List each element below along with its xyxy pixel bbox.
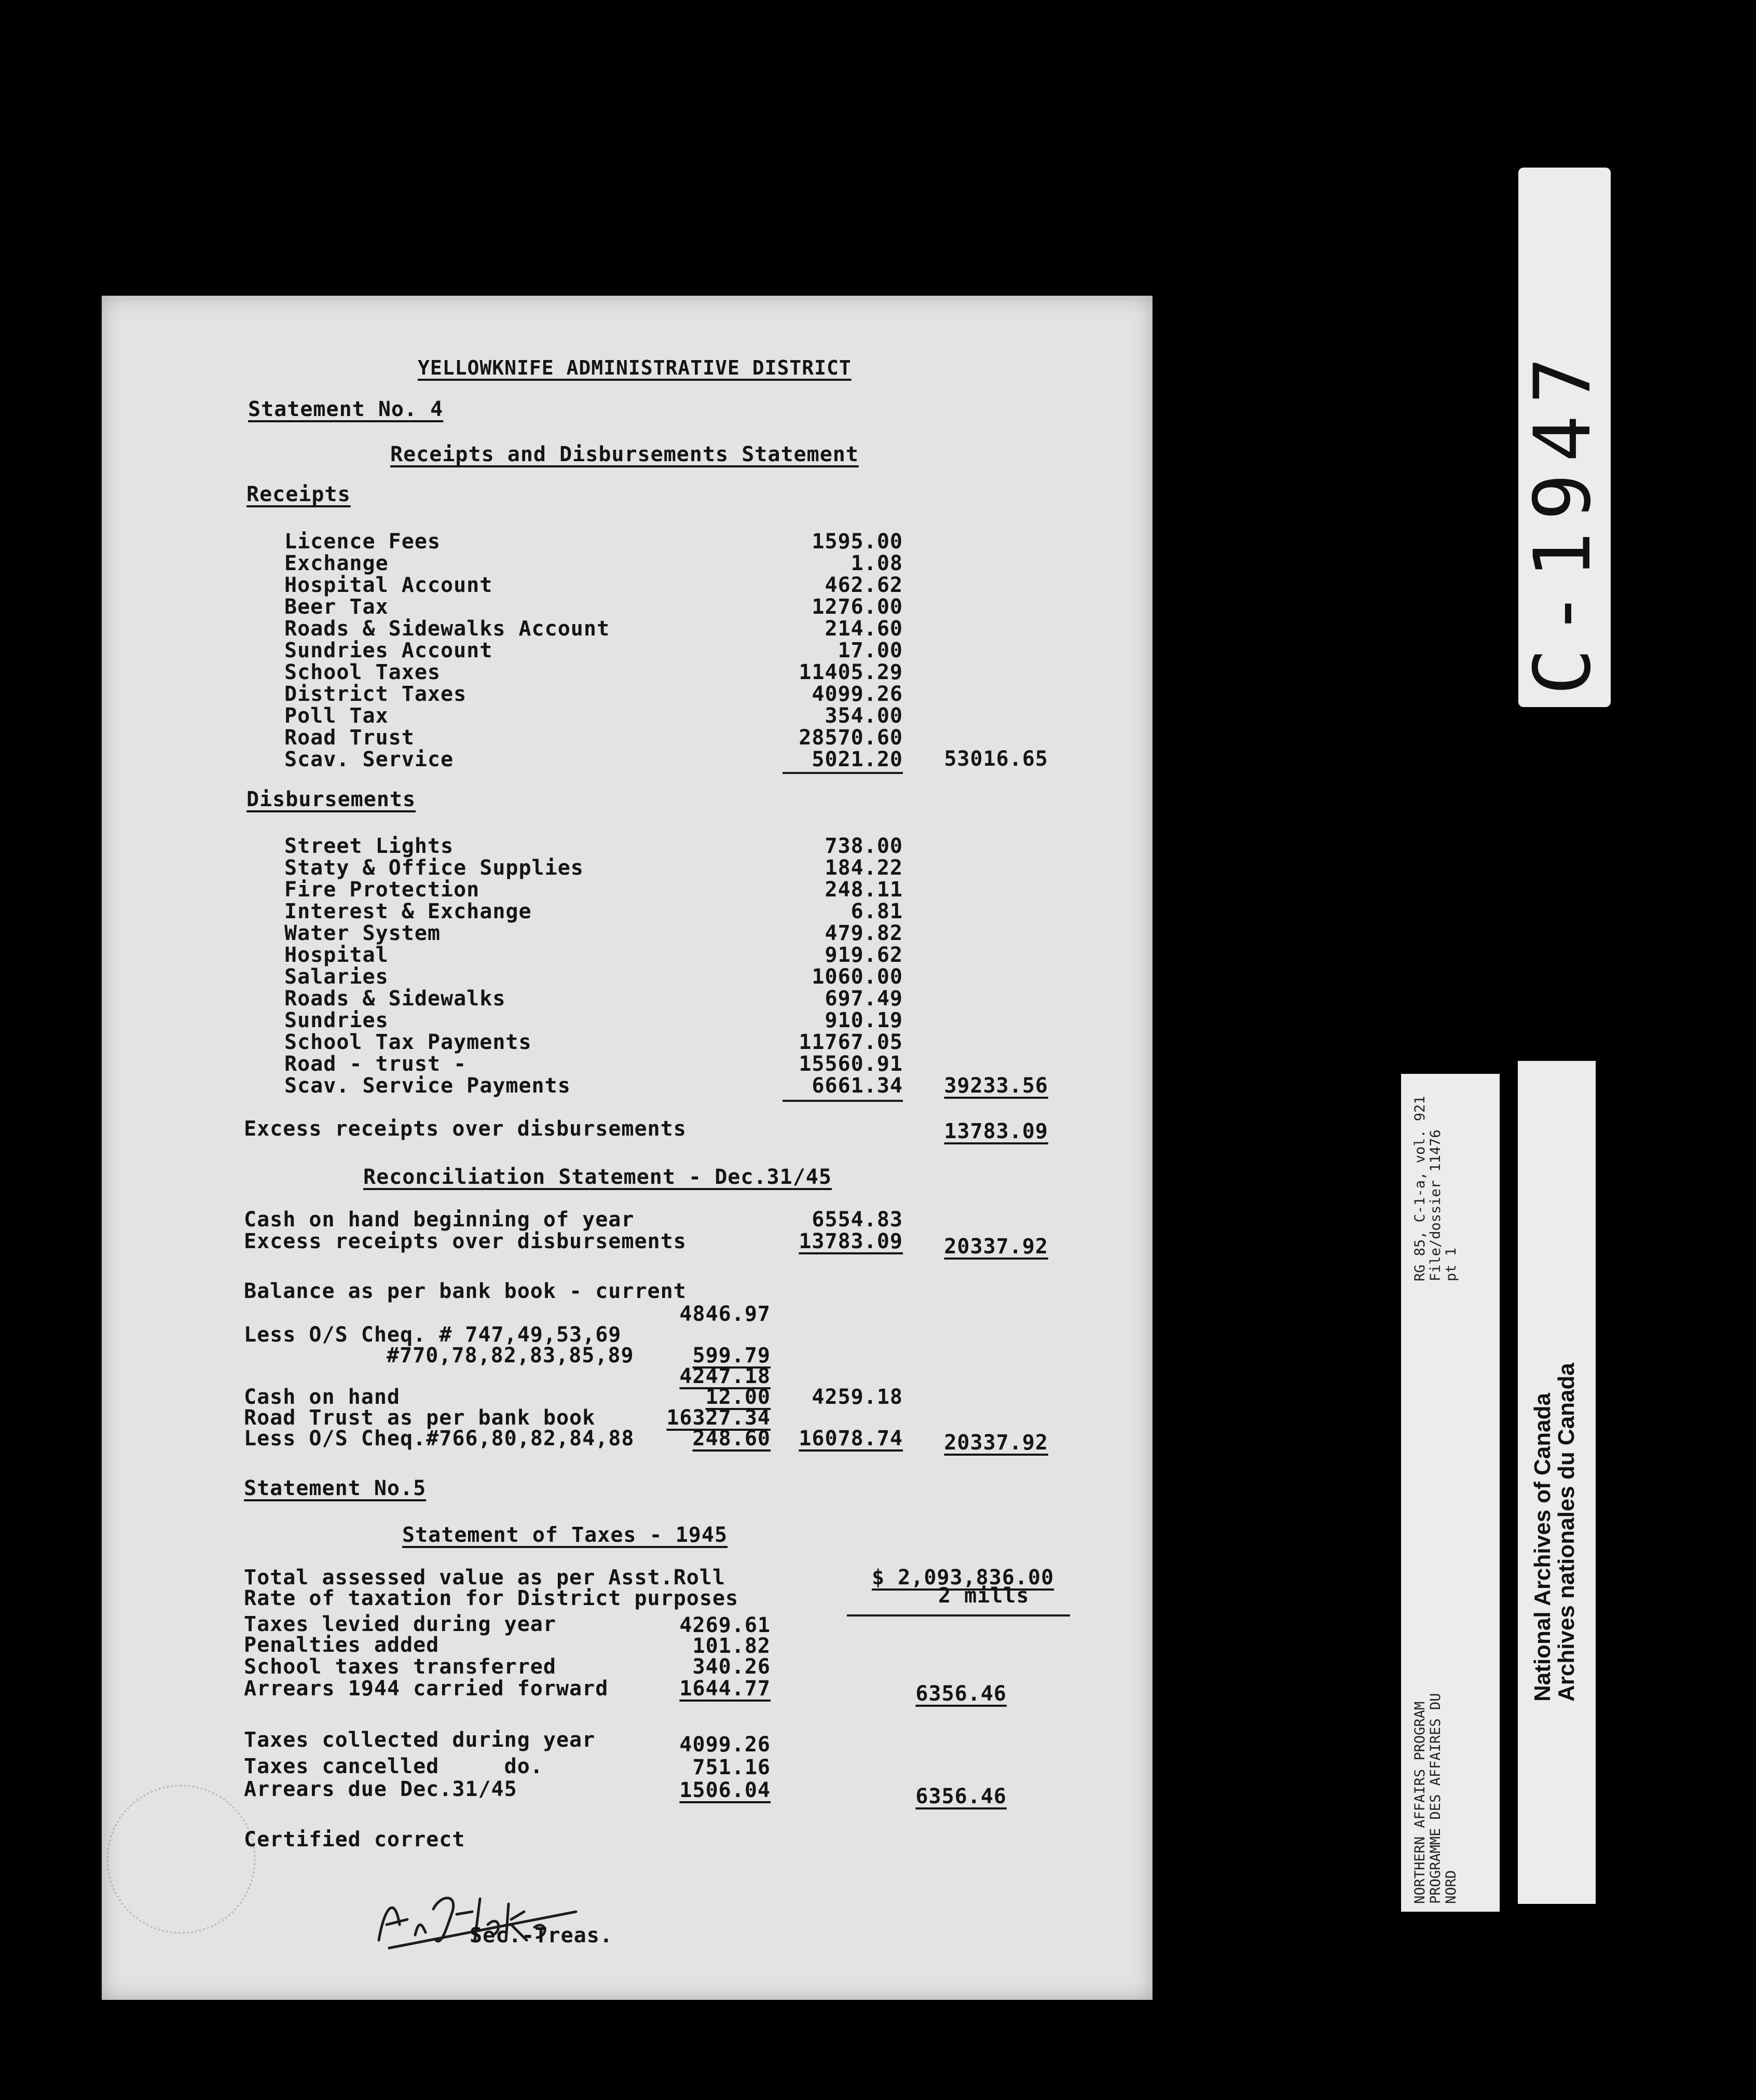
line-item-label: Fire Protection (284, 878, 480, 902)
line-item-amount: 15560.91 (799, 1052, 903, 1076)
bank-balance-label: Balance as per bank book - current (244, 1279, 687, 1303)
school-transfer-amount: 340.26 (692, 1655, 771, 1679)
line-item-amount: 697.49 (825, 987, 903, 1011)
line-item-amount: 462.62 (825, 573, 903, 597)
cash-on-hand-amount: 12.00 (705, 1385, 771, 1409)
line-item-label: Beer Tax (284, 595, 389, 619)
reel-number: C-1947 (1518, 346, 1608, 695)
less-os-amount-1: 599.79 (692, 1344, 771, 1367)
less-os-cheques-1: Less O/S Cheq. # 747,49,53,69 (244, 1323, 622, 1347)
line-item-amount: 184.22 (825, 856, 903, 880)
bank-balance-amount: 4846.97 (679, 1302, 771, 1326)
line-item-amount: 910.19 (825, 1008, 903, 1032)
line-item-label: School Taxes (284, 660, 441, 684)
cash-total: 4259.18 (812, 1385, 903, 1409)
road-trust-net: 16078.74 (799, 1427, 903, 1450)
arrears-1945-amount: 1506.04 (679, 1778, 771, 1802)
penalties-label: Penalties added (244, 1633, 440, 1657)
less-os-cheques-1-cont: #770,78,82,83,85,89 (387, 1344, 634, 1367)
receipts-rule (783, 772, 903, 774)
line-item-label: Hospital (284, 943, 389, 967)
reference-label: RG 85, C-1-a, vol. 921 File/dossier 11476 pt 1 (1412, 1096, 1459, 1281)
taxes-subtotal-b: 6356.46 (915, 1785, 1007, 1808)
receipts-heading: Receipts (246, 482, 351, 506)
bank-subtotal: 4247.18 (679, 1364, 771, 1388)
assessed-amount: $ 2,093,836.00 (872, 1566, 1054, 1590)
line-item-amount: 6.81 (850, 900, 903, 923)
line-item-label: Scav. Service Payments (284, 1074, 571, 1098)
road-trust-amount: 16327.34 (666, 1406, 771, 1430)
rate-rule (847, 1614, 1070, 1617)
line-item-label: Roads & Sidewalks (284, 987, 506, 1011)
collected-label: Taxes collected during year (244, 1728, 596, 1752)
certified-label: Certified correct (244, 1828, 465, 1852)
statement-4-title: Receipts and Disbursements Statement (390, 443, 859, 466)
excess-amount: 13783.09 (944, 1120, 1048, 1143)
disbursements-total: 39233.56 (944, 1074, 1048, 1098)
collected-amount: 4099.26 (679, 1733, 771, 1757)
line-item-label: Roads & Sidewalks Account (284, 617, 610, 641)
archives-canada-label (1518, 1061, 1596, 1904)
faded-seal-stamp (106, 1785, 256, 1934)
line-item-label: Scav. Service (284, 748, 454, 771)
line-item-amount: 6661.34 (812, 1074, 903, 1098)
less-os-amount-2: 248.60 (692, 1427, 771, 1450)
cash-begin-label: Cash on hand beginning of year (244, 1208, 635, 1232)
line-item-label: Poll Tax (284, 704, 389, 728)
arrears-1944-amount: 1644.77 (679, 1677, 771, 1701)
cash-on-hand-label: Cash on hand (244, 1385, 400, 1409)
recon-excess-amount: 13783.09 (799, 1229, 903, 1253)
school-transfer-label: School taxes transferred (244, 1655, 556, 1679)
recon-excess-label: Excess receipts over disbursements (244, 1229, 687, 1253)
program-label: NORTHERN AFFAIRS PROGRAM PROGRAMME DES AFFAIRES DU NORD (1412, 1693, 1459, 1904)
taxes-title: Statement of Taxes - 1945 (402, 1523, 728, 1547)
line-item-label: Salaries (284, 965, 389, 989)
line-item-amount: 214.60 (825, 617, 903, 641)
line-item-amount: 479.82 (825, 921, 903, 945)
taxes-subtotal-a: 6356.46 (915, 1682, 1007, 1706)
arrears-1944-label: Arrears 1944 carried forward (244, 1677, 609, 1701)
line-item-amount: 248.11 (825, 878, 903, 902)
line-item-label: Street Lights (284, 834, 454, 858)
sec-treas-label: Sec.-Treas. (470, 1924, 613, 1947)
district-header: YELLOWKNIFE ADMINISTRATIVE DISTRICT (418, 356, 852, 379)
disbursements-rule (783, 1100, 903, 1102)
line-item-amount: 11405.29 (799, 660, 903, 684)
road-trust-label: Road Trust as per bank book (244, 1406, 596, 1430)
cash-begin-amount: 6554.83 (812, 1208, 903, 1232)
cancelled-label: Taxes cancelled do. (244, 1754, 543, 1778)
line-item-amount: 11767.05 (799, 1030, 903, 1054)
line-item-label: Exchange (284, 551, 389, 575)
line-item-label: Water System (284, 921, 441, 945)
reconciliation-title: Reconciliation Statement - Dec.31/45 (363, 1165, 832, 1189)
levied-amount: 4269.61 (679, 1613, 771, 1637)
assessed-label: Total assessed value as per Asst.Roll (244, 1566, 726, 1590)
disbursements-heading: Disbursements (246, 788, 416, 811)
recon-total: 20337.92 (944, 1235, 1048, 1259)
receipts-total: 53016.65 (944, 747, 1048, 771)
penalties-amount: 101.82 (692, 1634, 771, 1658)
recon-grand-total: 20337.92 (944, 1431, 1048, 1455)
less-os-cheques-2: Less O/S Cheq.#766,80,82,84,88 (244, 1427, 635, 1450)
arrears-1945-label: Arrears due Dec.31/45 (244, 1777, 517, 1801)
line-item-label: Road Trust (284, 726, 415, 750)
rate-label: Rate of taxation for District purposes (244, 1586, 739, 1610)
statement-4-label: Statement No. 4 (248, 397, 444, 421)
rate-value: 2 mills (938, 1584, 1030, 1608)
statement-5-label: Statement No.5 (244, 1476, 427, 1500)
line-item-amount: 5021.20 (812, 748, 903, 771)
line-item-label: Hospital Account (284, 573, 493, 597)
cancelled-amount: 751.16 (692, 1756, 771, 1779)
line-item-label: Sundries Account (284, 639, 493, 662)
line-item-amount: 1276.00 (812, 595, 903, 619)
archive-reference-label (1401, 1074, 1500, 1912)
archives-name: National Archives of Canada Archives nationales du Canada (1530, 1363, 1579, 1702)
line-item-amount: 738.00 (825, 834, 903, 858)
line-item-label: Staty & Office Supplies (284, 856, 584, 880)
line-item-amount: 1060.00 (812, 965, 903, 989)
line-item-amount: 4099.26 (812, 682, 903, 706)
line-item-amount: 28570.60 (799, 726, 903, 750)
line-item-label: Sundries (284, 1008, 389, 1032)
line-item-label: Interest & Exchange (284, 900, 532, 923)
line-item-amount: 1595.00 (812, 530, 903, 554)
line-item-label: District Taxes (284, 682, 467, 706)
line-item-label: Licence Fees (284, 530, 441, 554)
levied-label: Taxes levied during year (244, 1612, 556, 1636)
excess-label: Excess receipts over disbursements (244, 1117, 687, 1141)
line-item-amount: 354.00 (825, 704, 903, 728)
line-item-label: Road - trust - (284, 1052, 467, 1076)
line-item-label: School Tax Payments (284, 1030, 532, 1054)
line-item-amount: 919.62 (825, 943, 903, 967)
line-item-amount: 17.00 (838, 639, 903, 662)
line-item-amount: 1.08 (850, 551, 903, 575)
